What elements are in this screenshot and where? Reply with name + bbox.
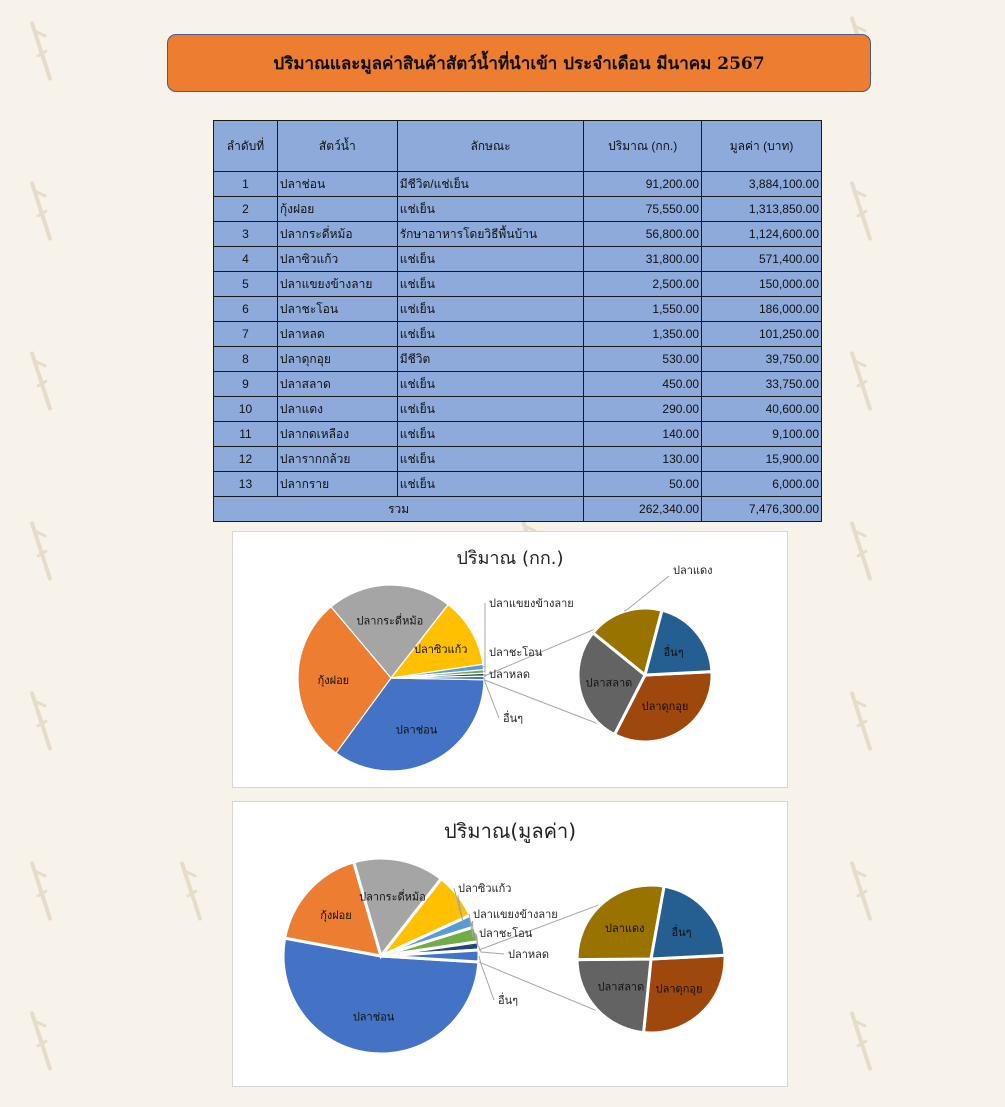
table-row [214,297,822,322]
cell-value: 9,100.00 [702,422,822,447]
cell-no: 13 [214,472,278,497]
cell-quantity: 130.00 [584,447,702,472]
cell-value: 40,600.00 [702,397,822,422]
pie-label: ปลาแดง [673,564,713,577]
pie-label: ปลาหลด [508,948,550,961]
cell-name: กุ้งฝอย [277,197,397,222]
cell-quantity: 56,800.00 [584,222,702,247]
cell-name: ปลาช่อน [277,172,397,197]
pie-label: ปลากระดี่หม้อ [356,614,424,628]
cell-type: แช่เย็น [397,297,584,322]
cell-name: ปลาแขยงข้างลาย [277,272,397,297]
title-banner [167,34,871,92]
cell-no: 8 [214,347,278,372]
header-no: ลำดับที่ [214,121,278,172]
seahorse-decoration [30,20,52,82]
header-value: มูลค่า (บาท) [702,121,822,172]
cell-quantity: 2,500.00 [584,272,702,297]
cell-name: ปลาหลด [277,322,397,347]
seahorse-decoration [850,690,872,752]
pie-label: ปลาชะโอน [489,646,543,659]
table-header-row [214,121,822,172]
cell-no: 2 [214,197,278,222]
pie-label: อื่นๆ [671,926,692,940]
cell-name: ปลากระดี่หม้อ [277,222,397,247]
pie-label: ปลาช่อน [352,1010,395,1024]
pie-label: ปลาชะโอน [479,927,533,940]
pie-label: กุ้งฝอย [320,909,352,923]
cell-name: ปลารากกล้วย [277,447,397,472]
import-table [213,120,822,522]
secondary-slice [651,886,725,959]
header-name: สัตว์น้ำ [277,121,397,172]
pie-label: ปลาแดง [605,921,645,935]
cell-quantity: 290.00 [584,397,702,422]
value-pie-of-pie [233,802,787,1086]
value-chart [232,801,788,1087]
table-row [214,272,822,297]
pie-label: ปลาซิวแก้ว [458,882,512,895]
cell-quantity: 50.00 [584,472,702,497]
cell-name: ปลาซิวแก้ว [277,247,397,272]
table-row [214,472,822,497]
cell-value: 6,000.00 [702,472,822,497]
cell-no: 3 [214,222,278,247]
cell-value: 15,900.00 [702,447,822,472]
cell-no: 10 [214,397,278,422]
cell-quantity: 530.00 [584,347,702,372]
cell-value: 3,884,100.00 [702,172,822,197]
cell-name: ปลาชะโอน [277,297,397,322]
table-row [214,347,822,372]
pie-label: ปลาซิวแก้ว [414,642,468,656]
cell-value: 1,124,600.00 [702,222,822,247]
header-quantity: ปริมาณ (กก.) [584,121,702,172]
cell-no: 11 [214,422,278,447]
table-row [214,372,822,397]
seahorse-decoration [850,520,872,582]
seahorse-decoration [30,180,52,242]
total-value: 7,476,300.00 [702,497,822,522]
seahorse-decoration [180,860,202,922]
total-quantity: 262,340.00 [584,497,702,522]
cell-quantity: 140.00 [584,422,702,447]
cell-value: 150,000.00 [702,272,822,297]
leader-line [484,678,499,718]
cell-quantity: 31,800.00 [584,247,702,272]
primary-pie [283,858,479,1054]
secondary-pie [577,885,725,1033]
cell-value: 571,400.00 [702,247,822,272]
quantity-chart [232,531,788,788]
chart-title: ปริมาณ(มูลค่า) [443,819,577,843]
cell-value: 39,750.00 [702,347,822,372]
cell-type: แช่เย็น [397,372,584,397]
pie-label: ปลาช่อน [395,723,438,737]
cell-quantity: 75,550.00 [584,197,702,222]
cell-quantity: 450.00 [584,372,702,397]
cell-type: แช่เย็น [397,422,584,447]
pie-label: ปลาดุกอุย [641,699,689,713]
cell-quantity: 1,350.00 [584,322,702,347]
secondary-pie [578,608,712,742]
seahorse-decoration [30,860,52,922]
pie-label: กุ้งฝอย [317,673,350,687]
table-row [214,397,822,422]
seahorse-decoration [850,860,872,922]
cell-type: แช่เย็น [397,322,584,347]
cell-type: แช่เย็น [397,197,584,222]
cell-type: แช่เย็น [397,397,584,422]
pie-label: ปลาสลาด [585,676,633,690]
table-row [214,322,822,347]
cell-quantity: 1,550.00 [584,297,702,322]
page-title: ปริมาณและมูลค่าสินค้าสัตว์น้ำที่นำเข้า ประจำเดือน มีนาคม 2567 [273,53,765,74]
pie-label: ปลาหลด [489,668,531,681]
cell-name: ปลาแดง [277,397,397,422]
header-type: ลักษณะ [397,121,584,172]
pie-label: ปลาสลาด [597,980,645,994]
cell-no: 6 [214,297,278,322]
cell-name: ปลากดเหลือง [277,422,397,447]
table-row [214,247,822,272]
cell-name: ปลากราย [277,472,397,497]
table-row [214,222,822,247]
pie-label: อื่นๆ [498,994,519,1007]
cell-type: มีชีวิต/แช่เย็น [397,172,584,197]
table-row [214,172,822,197]
pie-label: ปลาแขยงข้างลาย [473,908,558,921]
secondary-slice [577,959,651,1033]
pie-label: อื่นๆ [503,712,524,725]
pie-label: ปลากระดี่หม้อ [359,890,426,904]
quantity-pie-of-pie [233,532,787,787]
pie-label: อื่นๆ [663,645,684,659]
cell-no: 12 [214,447,278,472]
seahorse-decoration [30,350,52,412]
table-row [214,447,822,472]
seahorse-decoration [30,690,52,752]
table-row [214,422,822,447]
cell-no: 9 [214,372,278,397]
cell-no: 5 [214,272,278,297]
cell-type: รักษาอาหารโดยวิธีพื้นบ้าน [397,222,584,247]
chart-title: ปริมาณ (กก.) [456,548,564,569]
cell-value: 1,313,850.00 [702,197,822,222]
cell-type: มีชีวิต [397,347,584,372]
pie-label: ปลาแขยงข้างลาย [489,597,574,610]
table-total-row [214,497,822,522]
cell-name: ปลาสลาด [277,372,397,397]
seahorse-decoration [30,1010,52,1072]
cell-no: 4 [214,247,278,272]
total-label: รวม [214,497,584,522]
leader-line [624,576,669,611]
cell-type: แช่เย็น [397,447,584,472]
table-row [214,197,822,222]
seahorse-decoration [850,1010,872,1072]
cell-value: 33,750.00 [702,372,822,397]
pie-label: ปลาดุกอุย [655,982,703,996]
cell-type: แช่เย็น [397,247,584,272]
leader-line [478,946,504,954]
cell-value: 101,250.00 [702,322,822,347]
seahorse-decoration [850,180,872,242]
cell-no: 1 [214,172,278,197]
cell-value: 186,000.00 [702,297,822,322]
cell-type: แช่เย็น [397,272,584,297]
cell-name: ปลาดุกอุย [277,347,397,372]
cell-quantity: 91,200.00 [584,172,702,197]
seahorse-decoration [850,350,872,412]
cell-no: 7 [214,322,278,347]
seahorse-decoration [30,520,52,582]
cell-type: แช่เย็น [397,472,584,497]
